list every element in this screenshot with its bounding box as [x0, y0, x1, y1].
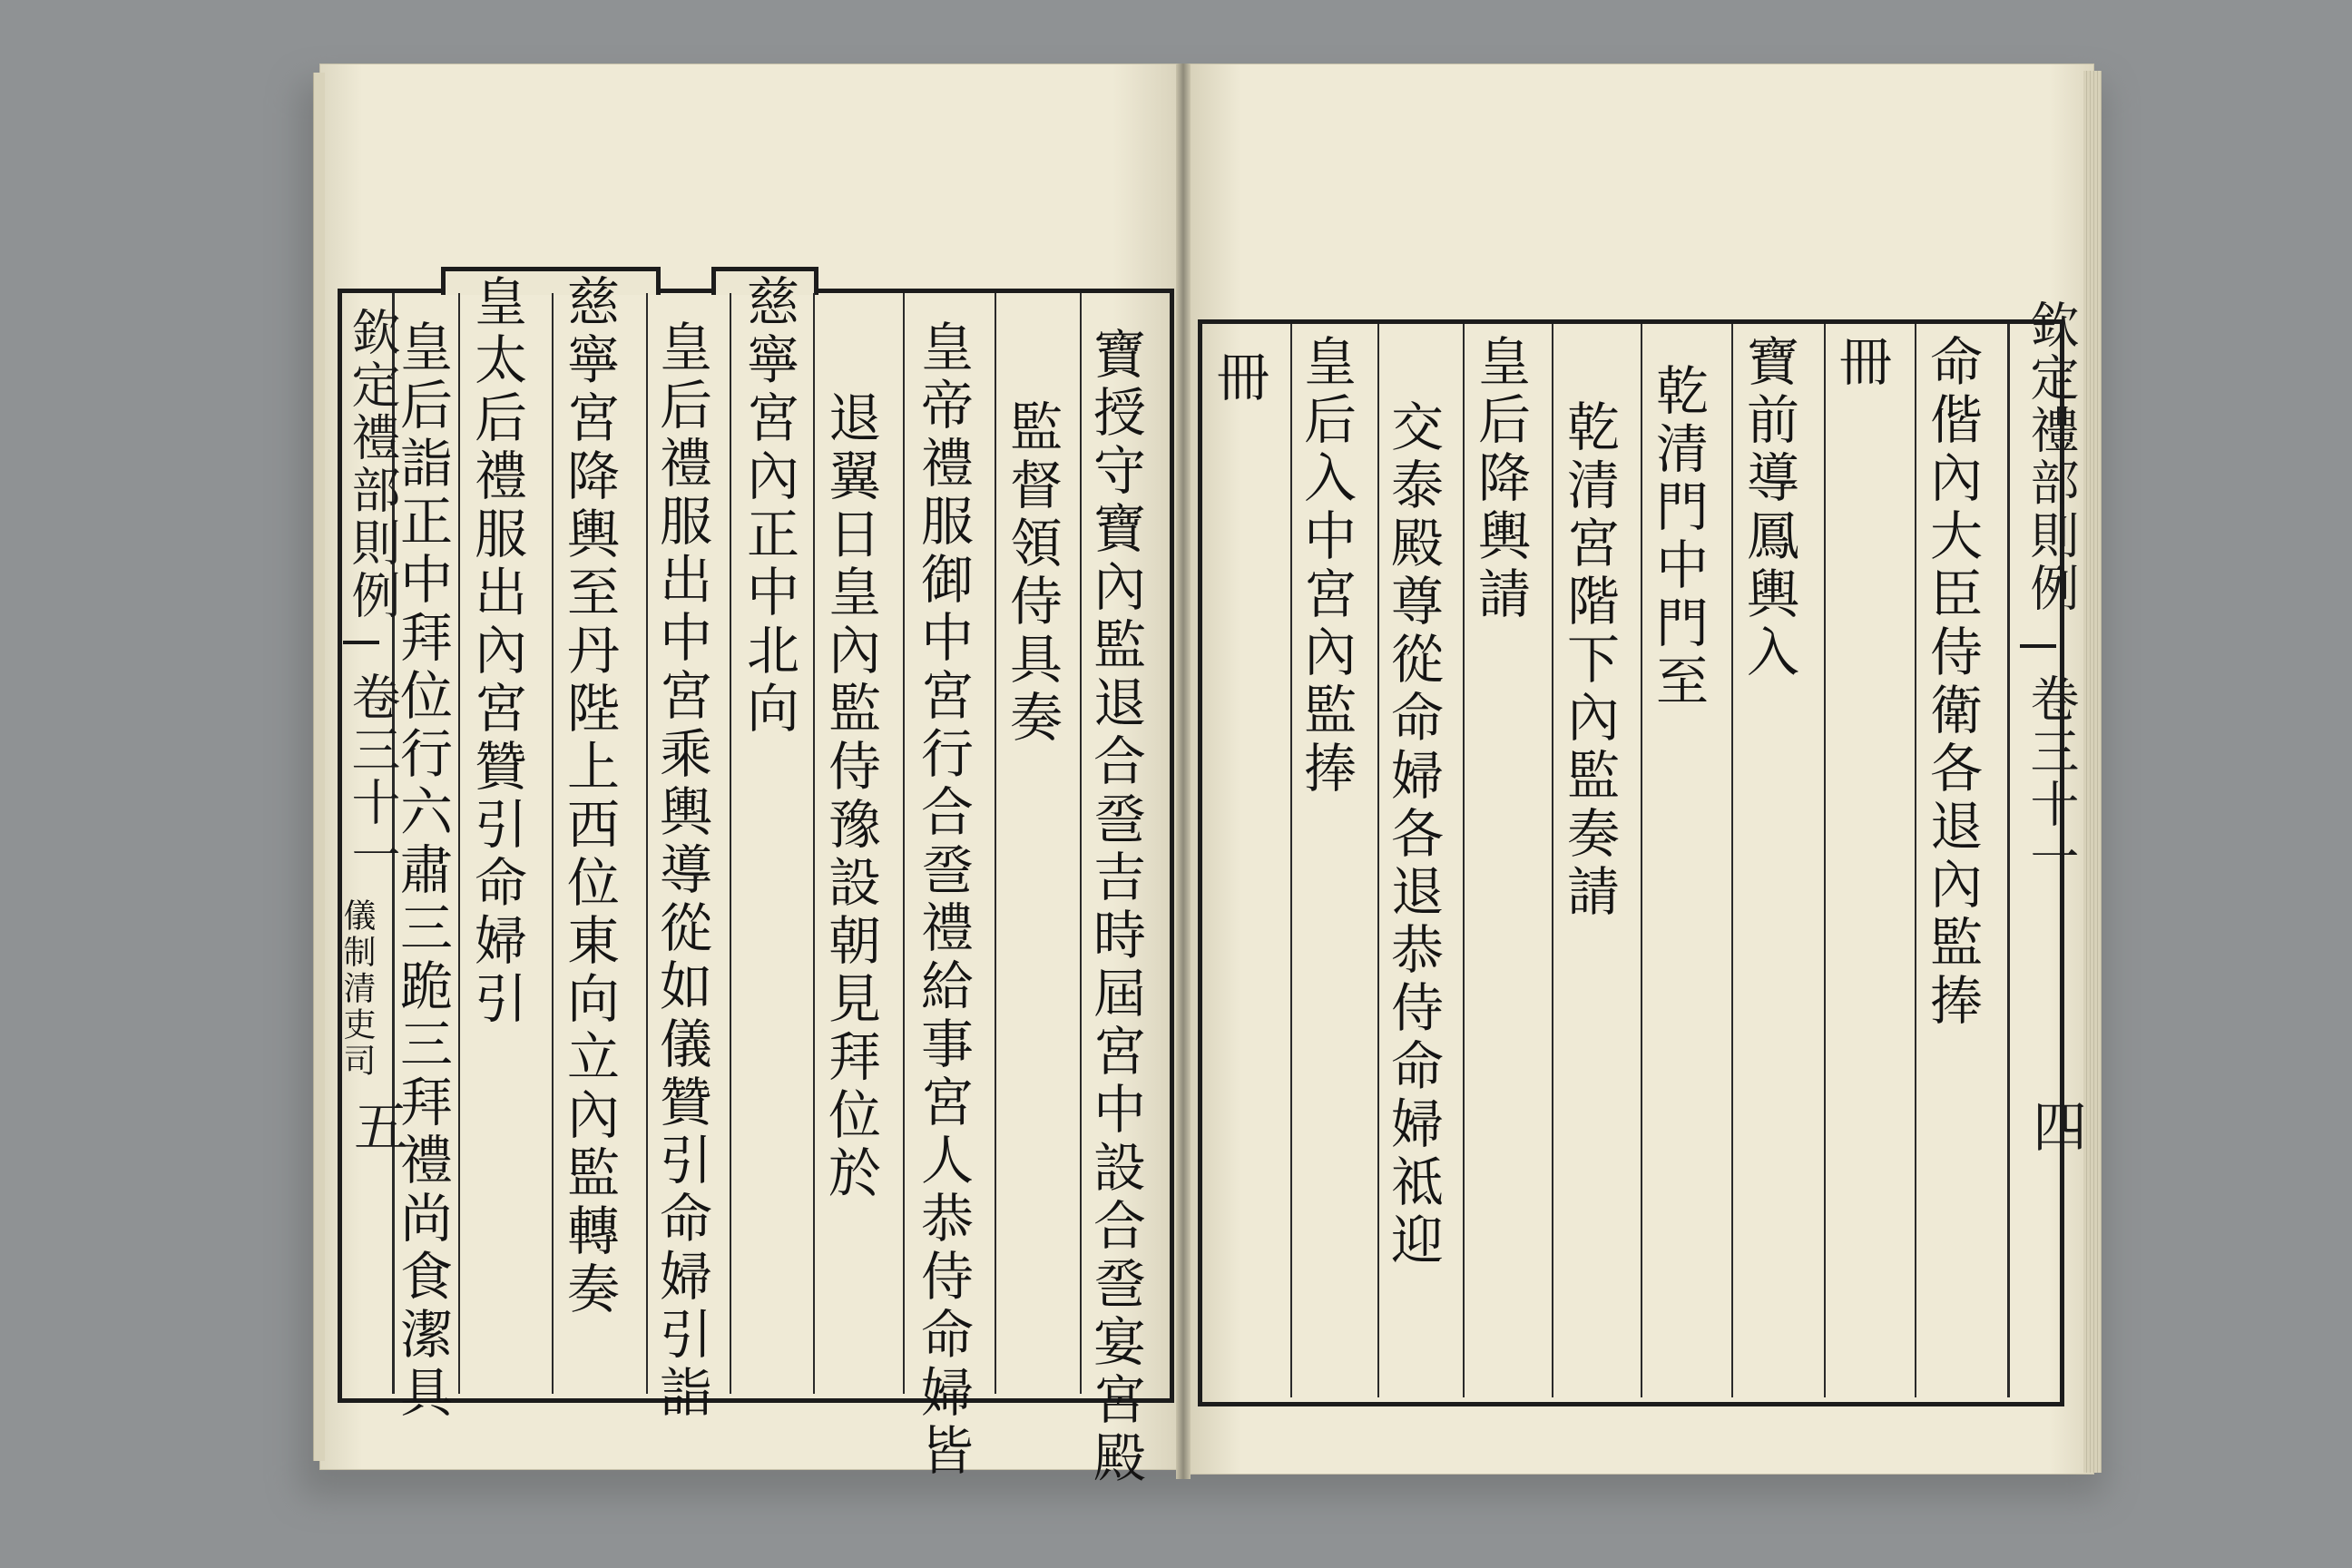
- column-rule: [903, 293, 905, 1394]
- column-rule: [1080, 293, 1082, 1394]
- column-rule: [552, 293, 554, 1394]
- left-fish-tail-mark: [343, 641, 379, 670]
- right-page-edge: [2083, 71, 2102, 1473]
- column-rule: [646, 293, 648, 1394]
- column-rule: [458, 293, 460, 1394]
- column-rule: [1824, 324, 1826, 1397]
- right-margin-volume: 卷三十一: [2023, 673, 2080, 884]
- column-rule: [1377, 324, 1379, 1397]
- left-text-column-3: 皇帝禮服御中宮行合巹禮給事宮人恭侍命婦皆: [912, 319, 974, 1481]
- right-margin-page-number: 四: [2024, 1098, 2087, 1156]
- right-fish-tail-mark: [2020, 644, 2056, 673]
- right-margin-book-title: 欽定禮部則例: [2023, 299, 2080, 615]
- left-margin-book-title: 欽定禮部則例: [344, 307, 401, 622]
- left-text-column-1: 寶授守寶內監退合巹吉時屆宮中設合巹宴宮殿: [1084, 327, 1146, 1488]
- right-text-column-7: 交泰殿尊從命婦各退恭侍命婦祗迎: [1382, 399, 1444, 1270]
- left-text-column-4: 退翼日皇內監侍豫設朝見拜位於: [819, 390, 881, 1203]
- right-text-column-2: 冊: [1830, 334, 1892, 392]
- left-text-column-7: 慈寧宮降輿至丹陛上西位東向立內監轉奏: [558, 274, 620, 1319]
- book-gutter: [1176, 64, 1191, 1479]
- right-text-column-8: 皇后入中宮內監捧: [1295, 334, 1357, 799]
- left-text-column-2: 監督領侍具奏: [1001, 399, 1063, 748]
- right-text-column-3: 寶前導鳳輿入: [1738, 334, 1799, 682]
- right-text-column-9: 冊: [1208, 349, 1269, 407]
- left-text-column-9: 皇后詣正中拜位行六肅三跪三拜禮尚食潔具: [391, 319, 453, 1423]
- column-rule: [1915, 324, 1916, 1397]
- column-rule: [1290, 324, 1292, 1397]
- column-rule: [1641, 324, 1642, 1397]
- column-rule: [813, 293, 815, 1394]
- left-margin-volume: 卷三十一: [344, 671, 401, 882]
- right-text-column-1: 命偕內大臣侍衛各退內監捧: [1921, 334, 1983, 1031]
- column-rule: [1731, 324, 1733, 1397]
- column-rule: [995, 293, 996, 1394]
- right-text-column-6: 皇后降輿請: [1469, 334, 1531, 624]
- left-text-column-6: 皇后禮服出中宮乘輿導從如儀贊引命婦引詣: [651, 319, 712, 1423]
- left-page-edge: [313, 73, 325, 1461]
- right-margin-rule: [2007, 324, 2010, 1397]
- left-text-column-8: 皇太后禮服出內宮贊引命婦引: [466, 274, 527, 1029]
- left-margin-page-number: 五: [345, 1098, 408, 1156]
- column-rule: [730, 293, 731, 1394]
- left-text-column-5: 慈寧宮內正中北向: [738, 274, 799, 739]
- left-margin-section: 儀制清吏司: [338, 898, 376, 1080]
- column-rule: [1463, 324, 1465, 1397]
- right-text-column-5: 乾清宮階下內監奏請: [1558, 399, 1620, 922]
- column-rule: [1552, 324, 1553, 1397]
- right-text-column-4: 乾清門中門至: [1647, 363, 1709, 711]
